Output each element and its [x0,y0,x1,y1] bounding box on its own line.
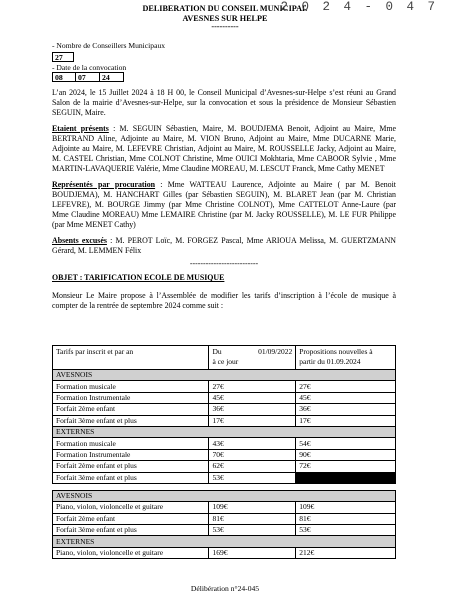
tariff-current: 70€ [209,449,296,460]
date-label: - Date de la convocation [52,63,127,72]
absents-label: Absents excusés [52,236,107,245]
date-year: 24 [100,72,124,82]
section-label: AVESNOIS [53,490,396,501]
tariff-new: 212€ [296,547,396,558]
section-label: EXTERNES [53,536,396,547]
represented-label: Représentés par procuration [52,180,156,189]
intro-paragraph: L’an 2024, le 15 Juillet 2024 à 18 H 00, le Conseil Municipal d’Avesnes-sur-Helpe s’est réuni au Grand Salon de la mairie d’Avesnes-sur-Helpe, sur la convocation et sous la présidence de Monsieur Sébastien SEGUIN, Maire. [52,88,396,117]
presents-text: : M. SEGUIN Sébastien, Maire, M. BOUDJEMA Benoit, Adjoint au Maire, Mme BERTRAND Aline, Adjointe au Maire, M. VION Bruno, Adjoint au Maire, Mme DUCARNE Marie, Adjointe au Maire, M. LEFEVRE Christian, Adjoint au Maire, M. ROUSSELLE Jacky, Adjoint au Maire, M. CASTEL Christian, Mme COLNOT Christine, Mme OUICI Mokhtaria, Mme CABOOR Sylvie , Mme MARTIN-LAVAQUERIE Valérie, Mme Claudine MOREAU, M. LESCUT Franck, Mme Cathy MENET [52,124,396,173]
objet-heading: OBJET : TARIFICATION ECOLE DE MUSIQUE [52,273,225,282]
header-new-line1: Propositions nouvelles à [299,347,373,356]
tariff-new: 90€ [296,449,396,460]
section-row [53,426,396,437]
tariff-current: 53€ [209,525,296,536]
tariff-label: Piano, violon, violoncelle et guitare [53,502,209,513]
tariff-label: Formation musicale [53,438,209,449]
conseillers-value: 27 [52,52,74,62]
presents-label: Etaient présents [52,124,109,133]
tariff-current: 17€ [209,415,296,426]
tariff-new: 36€ [296,404,396,415]
tariff-label: Forfait 3ème enfant et plus [53,472,209,483]
table-row [53,404,396,415]
tariff-current: 45€ [209,392,296,403]
tariff-table [52,345,396,559]
tariff-current: 109€ [209,502,296,513]
date-day: 08 [52,72,76,82]
separator: -------------------------- [189,259,259,268]
tariff-current: 27€ [209,381,296,392]
tariff-label: Formation Instrumentale [53,392,209,403]
table-row [53,438,396,449]
header-tarifs: Tarifs par inscrit et par an [53,346,209,370]
title-dashes: ---------- [211,22,239,31]
tariff-current: 169€ [209,547,296,558]
tariff-current: 36€ [209,404,296,415]
table-row [53,392,396,403]
absents-text: : M. PEROT Loïc, M. FORGEZ Pascal, Mme ARIOUA Melissa, M. GUERTZMANN Gérard, M. LEMMEN Félix [52,236,397,255]
conseillers-label: - Nombre de Conseillers Municipaux [52,41,166,50]
deliberation-reference: 2 0 2 4 - 0 4 7 [280,0,438,14]
section-row [53,536,396,547]
table-row [53,472,396,483]
header-current-to: à ce jour [212,357,239,366]
header-current [209,346,296,370]
header-current-from: Du [212,347,222,356]
table-row [53,461,396,472]
table-row [53,449,396,460]
title-line-1: DELIBERATION DU CONSEIL MUNICIPAL [142,4,308,13]
spacer-cell [53,483,396,490]
tariff-new: 72€ [296,461,396,472]
tariff-new: 54€ [296,438,396,449]
tariff-label: Forfait 3ème enfant et plus [53,525,209,536]
table-row [53,547,396,558]
absents-paragraph [52,236,396,256]
tariff-label: Forfait 2ème enfant [53,404,209,415]
section-label: AVESNOIS [53,370,396,381]
represented-paragraph [52,180,396,230]
proposal-paragraph: Monsieur Le Maire propose à l’Assemblée de modifier les tarifs d’inscription à l’école de musique à compter de la rentrée de septembre 2024 comme suit : [52,291,396,310]
convocation-date [52,72,124,82]
tariff-new: 17€ [296,415,396,426]
header-new [296,346,396,370]
body [52,88,396,311]
table-header-row [53,346,396,370]
footer-reference: Délibération n°24-045 [190,584,260,593]
table-row [53,502,396,513]
tariff-new: 81€ [296,513,396,524]
header-new-line2: partir du 01.09.2024 [299,357,361,366]
tariff-label: Piano, violon, violoncelle et guitare [53,547,209,558]
presents-paragraph [52,124,396,174]
table-row [53,381,396,392]
tariff-new: 109€ [296,502,396,513]
section-row [53,370,396,381]
tariff-current: 62€ [209,461,296,472]
title-line-2: AVESNES SUR HELPE [182,14,268,23]
header-current-date: 01/09/2022 [258,347,293,356]
section-label: EXTERNES [53,426,396,437]
tariff-body [53,370,396,559]
tariff-new: 27€ [296,381,396,392]
section-row [53,490,396,501]
tariff-current: 43€ [209,438,296,449]
tariff-label: Formation Instrumentale [53,449,209,460]
date-month: 07 [76,72,100,82]
tariff-new: 53€ [296,525,396,536]
tariff-label: Forfait 2ème enfant et plus [53,461,209,472]
tariff-label: Forfait 3ème enfant et plus [53,415,209,426]
table-row [53,525,396,536]
tariff-new: 45€ [296,392,396,403]
tariff-new [296,472,396,483]
tariff-label: Forfait 2ème enfant [53,513,209,524]
tariff-current: 53€ [209,472,296,483]
table-row [53,513,396,524]
spacer-row [53,483,396,490]
tariff-label: Formation musicale [53,381,209,392]
tariff-current: 81€ [209,513,296,524]
table-row [53,415,396,426]
represented-text: : Mme WATTEAU Laurence, Adjointe au Maire ( par M. Benoit BOUDJEMA), M. HANCHART Gilles (par Sébastien SEGUIN), M. BLARET Jean (par M. Christian LEFEVRE), M. BOURGE Jimmy (par Mme Christine COLNOT), Mme CATTELOT Anne-Laure (par Mme Claudine MOREAU) Mme LEMAIRE Christine (par M. Jacky ROUSSELLE), M. LE FUR Philippe (par Mme MENET Cathy) [52,180,396,229]
